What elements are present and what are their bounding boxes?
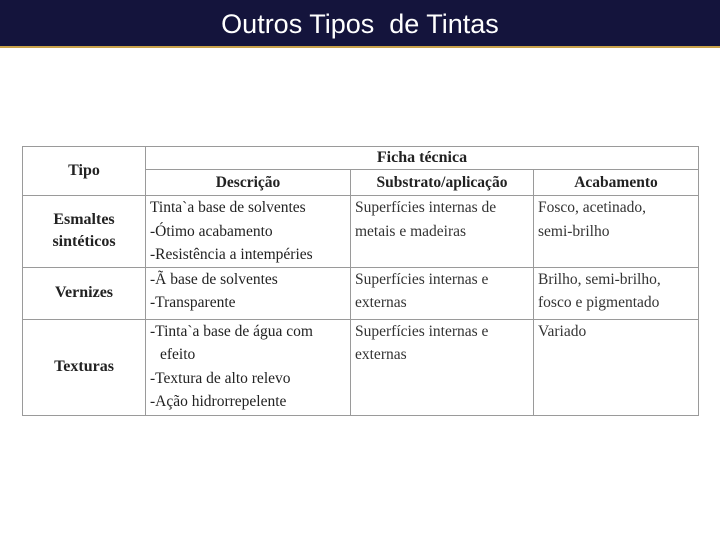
slide-title-bar — [0, 0, 720, 48]
technical-sheet-table-container — [22, 146, 698, 416]
substrato-line: externas — [355, 294, 407, 311]
acabamento-line: Variado — [538, 322, 587, 340]
header-descricao: Descrição — [146, 170, 351, 196]
descricao-line: -Tinta`a base de água com — [150, 322, 313, 340]
table-row — [23, 267, 699, 319]
substrato-line: Superfícies internas de — [355, 199, 497, 216]
technical-sheet-table — [22, 146, 699, 416]
table-row — [23, 196, 699, 268]
tipo-label: Vernizes — [54, 284, 114, 301]
acabamento-line: fosco e pigmentado — [538, 294, 660, 311]
descricao-line: Tinta`a base de solventes — [150, 199, 306, 216]
tipo-label: Texturas — [54, 358, 114, 375]
descricao-cell — [146, 267, 351, 319]
descricao-cell — [146, 319, 351, 415]
descricao-line: -Ã base de solventes — [150, 270, 278, 288]
substrato-cell — [351, 196, 534, 268]
substrato-cell — [351, 319, 534, 415]
tipo-cell — [23, 267, 146, 319]
acabamento-cell — [534, 319, 699, 415]
header-tipo: Tipo — [23, 147, 146, 196]
header-ficha-tecnica: Ficha técnica — [146, 147, 699, 170]
substrato-line: metais e madeiras — [355, 222, 467, 240]
header-substrato: Substrato/aplicação — [351, 170, 534, 196]
descricao-line: -Resistência a intempéries — [150, 246, 313, 263]
substrato-line: externas — [355, 346, 407, 363]
acabamento-line: Fosco, acetinado, — [538, 199, 647, 216]
acabamento-cell — [534, 267, 699, 319]
descricao-line: -Ação hidrorrepelente — [150, 393, 287, 410]
acabamento-line: semi-brilho — [538, 222, 610, 240]
table-row — [23, 319, 699, 415]
substrato-line: Superfícies internas e — [355, 322, 489, 340]
descricao-line: -Textura de alto relevo — [150, 369, 291, 387]
descricao-line: -Transparente — [150, 294, 236, 311]
tipo-label: Esmaltes sintéticos — [52, 211, 116, 251]
tipo-cell — [23, 319, 146, 415]
header-acabamento: Acabamento — [534, 170, 699, 196]
descricao-cell — [146, 196, 351, 268]
tipo-cell — [23, 196, 146, 268]
substrato-cell — [351, 267, 534, 319]
acabamento-cell — [534, 196, 699, 268]
substrato-line: Superfícies internas e — [355, 270, 489, 288]
slide-title: Outros Tipos de Tintas — [221, 9, 499, 39]
descricao-line: -Ótimo acabamento — [150, 222, 273, 240]
acabamento-line: Brilho, semi-brilho, — [538, 270, 661, 288]
descricao-line: efeito — [160, 346, 196, 363]
